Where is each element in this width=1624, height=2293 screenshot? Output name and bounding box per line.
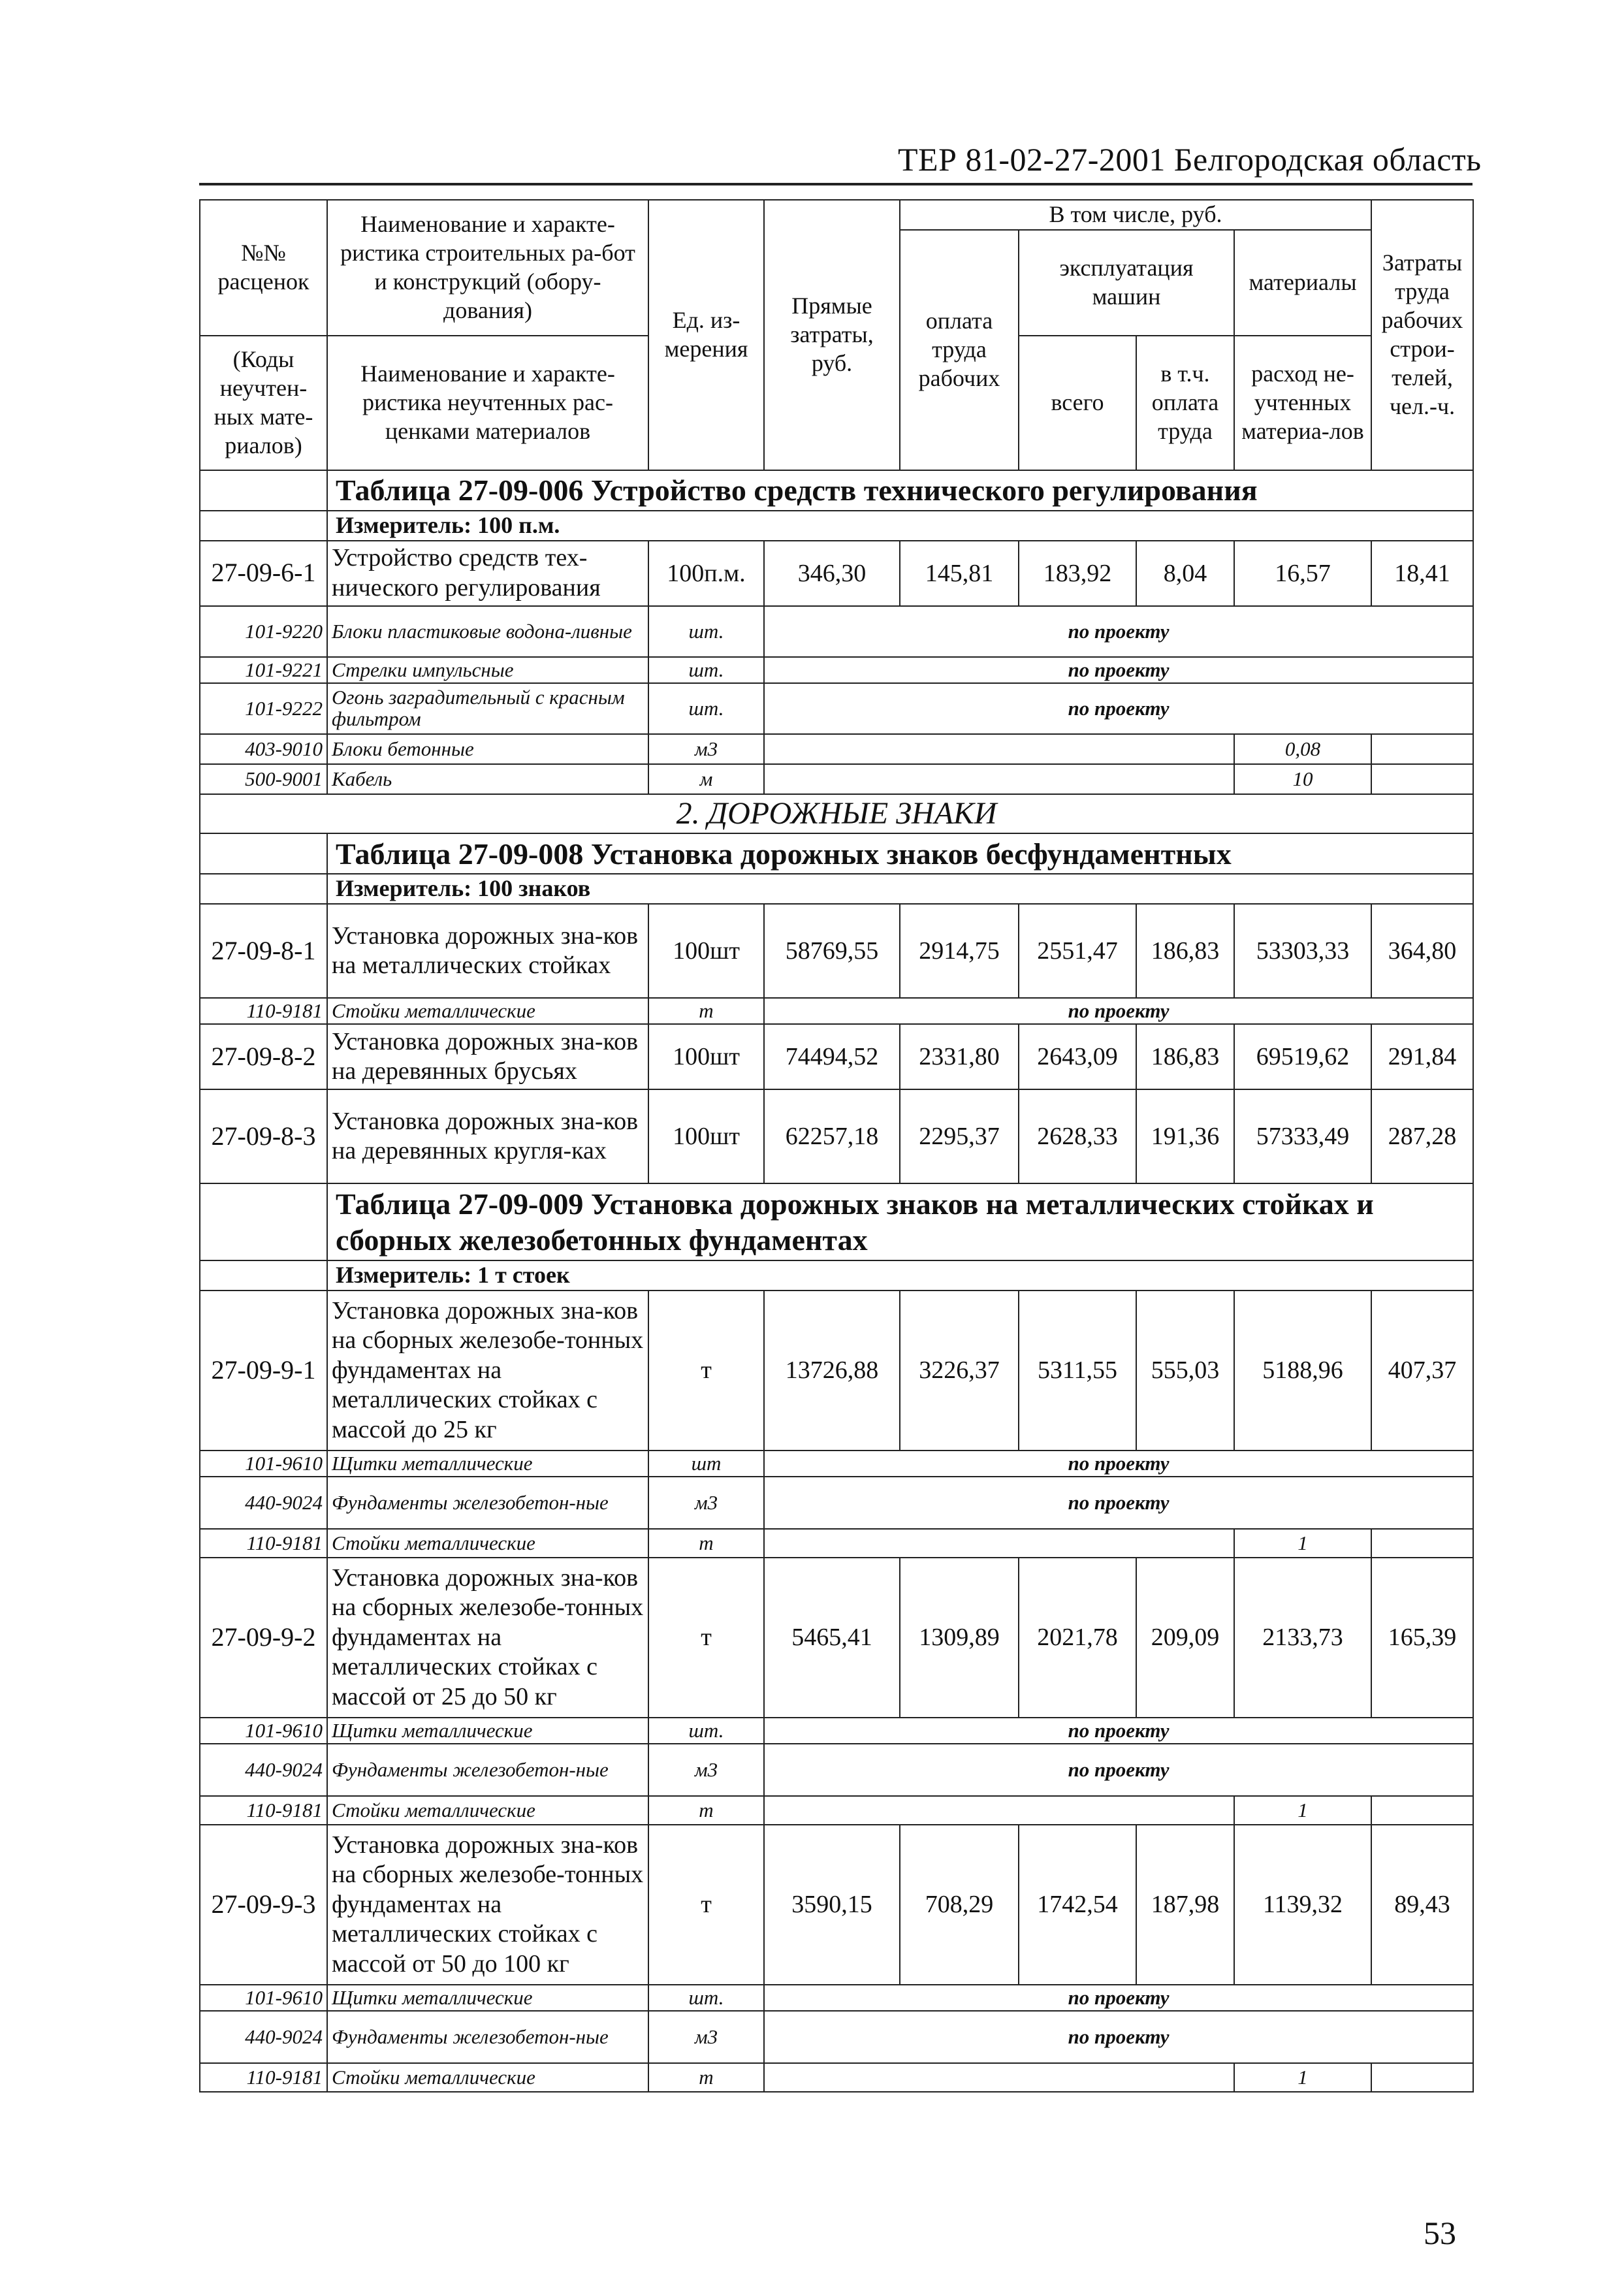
rate-machine: 1742,54 (1019, 1825, 1136, 1985)
material-row (200, 657, 1473, 683)
rate-direct: 74494,52 (764, 1024, 900, 1089)
header-rule (199, 183, 1473, 185)
rate-wage: 2914,75 (900, 904, 1019, 998)
measure-row (200, 1260, 1473, 1291)
rate-labor: 291,84 (1371, 1024, 1473, 1089)
col-code-header: №№ расценок (200, 200, 327, 336)
col-direct-header: Прямые затраты, руб. (764, 200, 900, 470)
rate-name: Установка дорожных зна-ков на сборных железобе-тонных фундаментах на металлических стойках с массой от 25 до 50 кг (327, 1558, 648, 1718)
rate-code: 27-09-8-3 (200, 1089, 327, 1183)
material-qty: 10 (1234, 764, 1371, 794)
rate-materials: 69519,62 (1234, 1024, 1371, 1089)
material-code: 101-9220 (200, 606, 327, 657)
rate-unit: т (648, 1291, 764, 1451)
rate-direct: 58769,55 (764, 904, 900, 998)
rate-machine-wage: 186,83 (1136, 1024, 1234, 1089)
material-qty: 1 (1234, 1796, 1371, 1825)
material-code: 101-9222 (200, 683, 327, 734)
rate-wage: 2331,80 (900, 1024, 1019, 1089)
material-value: по проекту (764, 657, 1473, 683)
material-row (200, 764, 1473, 794)
rate-labor: 364,80 (1371, 904, 1473, 998)
col-unit-header: Ед. из-мерения (648, 200, 764, 470)
col-machine-header: эксплуатация машин (1019, 230, 1234, 336)
rate-materials: 5188,96 (1234, 1291, 1371, 1451)
material-unit: т (648, 2063, 764, 2092)
table-title-row (200, 470, 1473, 511)
col-incl-header: В том числе, руб. (900, 200, 1371, 230)
material-row (200, 683, 1473, 734)
rate-row (200, 1024, 1473, 1089)
rates-table (199, 199, 1474, 2093)
rate-direct: 62257,18 (764, 1089, 900, 1183)
material-code: 101-9610 (200, 1718, 327, 1744)
rate-code: 27-09-9-1 (200, 1291, 327, 1451)
rate-row (200, 1558, 1473, 1718)
rate-machine: 2628,33 (1019, 1089, 1136, 1183)
material-value: по проекту (764, 1744, 1473, 1796)
material-name: Щитки металлические (327, 1985, 648, 2011)
material-row (200, 1744, 1473, 1796)
material-unit: шт. (648, 657, 764, 683)
material-value: по проекту (764, 1985, 1473, 2011)
material-unit: шт (648, 1451, 764, 1477)
table-title-row (200, 1183, 1473, 1260)
col-name-sub-header: Наименование и характе-ристика неучтенных рас-ценками материалов (327, 336, 648, 470)
rate-machine: 2643,09 (1019, 1024, 1136, 1089)
rate-name: Установка дорожных зна-ков на сборных железобе-тонных фундаментах на металлических стойках с массой до 25 кг (327, 1291, 648, 1451)
material-code: 500-9001 (200, 764, 327, 794)
material-name: Стрелки импульсные (327, 657, 648, 683)
col-code-sub-header: (Коды неучтен-ных мате-риалов) (200, 336, 327, 470)
rate-code: 27-09-6-1 (200, 541, 327, 606)
material-name: Фундаменты железобетон-ные (327, 2011, 648, 2063)
material-code: 101-9221 (200, 657, 327, 683)
material-qty: 1 (1234, 1529, 1371, 1558)
rate-labor: 89,43 (1371, 1825, 1473, 1985)
rate-machine-wage: 209,09 (1136, 1558, 1234, 1718)
section-title: 2. ДОРОЖНЫЕ ЗНАКИ (200, 794, 1473, 834)
rate-name: Установка дорожных зна-ков на деревянных брусьях (327, 1024, 648, 1089)
measure-row (200, 874, 1473, 904)
rate-machine: 2551,47 (1019, 904, 1136, 998)
material-row (200, 1718, 1473, 1744)
col-machine-total-header: всего (1019, 336, 1136, 470)
material-code: 101-9610 (200, 1985, 327, 2011)
material-value: по проекту (764, 1477, 1473, 1529)
rate-code: 27-09-9-2 (200, 1558, 327, 1718)
rate-row (200, 1089, 1473, 1183)
material-code: 110-9181 (200, 998, 327, 1024)
material-value: по проекту (764, 998, 1473, 1024)
rate-row (200, 904, 1473, 998)
rate-unit: т (648, 1825, 764, 1985)
rate-machine-wage: 191,36 (1136, 1089, 1234, 1183)
measure-label: Измеритель: 100 п.м. (327, 511, 1473, 541)
col-name-header: Наименование и характе-ристика строительных ра-бот и конструкций (обору-дования) (327, 200, 648, 336)
rate-row (200, 1291, 1473, 1451)
material-code: 440-9024 (200, 2011, 327, 2063)
rate-machine-wage: 187,98 (1136, 1825, 1234, 1985)
rate-name: Установка дорожных зна-ков на деревянных кругля-ках (327, 1089, 648, 1183)
material-unit: т (648, 1529, 764, 1558)
material-row (200, 1985, 1473, 2011)
measure-row (200, 511, 1473, 541)
rate-wage: 2295,37 (900, 1089, 1019, 1183)
rate-materials: 57333,49 (1234, 1089, 1371, 1183)
col-machine-wage-header: в т.ч. оплата труда (1136, 336, 1234, 470)
material-code: 101-9610 (200, 1451, 327, 1477)
material-value: по проекту (764, 1718, 1473, 1744)
rate-materials: 16,57 (1234, 541, 1371, 606)
material-unit: м3 (648, 2011, 764, 2063)
material-code: 440-9024 (200, 1744, 327, 1796)
rate-materials: 1139,32 (1234, 1825, 1371, 1985)
rate-row (200, 541, 1473, 606)
rate-code: 27-09-8-1 (200, 904, 327, 998)
rate-name: Устройство средств тех-нического регулирования (327, 541, 648, 606)
material-name: Стойки металлические (327, 998, 648, 1024)
table-title-row (200, 833, 1473, 874)
material-unit: шт. (648, 1718, 764, 1744)
material-code: 403-9010 (200, 734, 327, 764)
col-materials-sub-header: расход не-учтенных материа-лов (1234, 336, 1371, 470)
material-unit: м (648, 764, 764, 794)
rate-direct: 13726,88 (764, 1291, 900, 1451)
material-unit: шт. (648, 1985, 764, 2011)
rate-unit: т (648, 1558, 764, 1718)
rate-labor: 165,39 (1371, 1558, 1473, 1718)
material-row (200, 1477, 1473, 1529)
measure-label: Измеритель: 1 т стоек (327, 1260, 1473, 1291)
material-name: Фундаменты железобетон-ные (327, 1744, 648, 1796)
material-unit: м3 (648, 734, 764, 764)
material-row (200, 1451, 1473, 1477)
material-row (200, 1796, 1473, 1825)
rate-labor: 407,37 (1371, 1291, 1473, 1451)
material-name: Стойки металлические (327, 1529, 648, 1558)
material-name: Фундаменты железобетон-ные (327, 1477, 648, 1529)
rate-wage: 708,29 (900, 1825, 1019, 1985)
material-unit: т (648, 998, 764, 1024)
rate-machine-wage: 186,83 (1136, 904, 1234, 998)
rate-name: Установка дорожных зна-ков на сборных железобе-тонных фундаментах на металлических стойках с массой от 50 до 100 кг (327, 1825, 648, 1985)
rate-direct: 3590,15 (764, 1825, 900, 1985)
material-name: Стойки металлические (327, 1796, 648, 1825)
rate-machine: 5311,55 (1019, 1291, 1136, 1451)
rate-unit: 100шт (648, 1024, 764, 1089)
document-header: ТЕР 81-02-27-2001 Белгородская область (898, 141, 1482, 178)
rate-machine-wage: 555,03 (1136, 1291, 1234, 1451)
rate-labor: 287,28 (1371, 1089, 1473, 1183)
rate-direct: 346,30 (764, 541, 900, 606)
material-name: Щитки металлические (327, 1718, 648, 1744)
rate-wage: 1309,89 (900, 1558, 1019, 1718)
rate-unit: 100шт (648, 1089, 764, 1183)
material-code: 110-9181 (200, 1796, 327, 1825)
rate-row (200, 1825, 1473, 1985)
material-row (200, 2011, 1473, 2063)
material-name: Стойки металлические (327, 2063, 648, 2092)
material-unit: м3 (648, 1744, 764, 1796)
table-title: Таблица 27-09-006 Устройство средств технического регулирования (327, 470, 1473, 511)
material-row (200, 1529, 1473, 1558)
rate-materials: 2133,73 (1234, 1558, 1371, 1718)
table-title: Таблица 27-09-009 Установка дорожных знаков на металлических стойках и сборных железобетонных фундаментах (327, 1183, 1473, 1260)
rate-machine: 183,92 (1019, 541, 1136, 606)
material-code: 110-9181 (200, 2063, 327, 2092)
material-code: 110-9181 (200, 1529, 327, 1558)
col-labor-header: Затраты труда рабочих строи-телей, чел.-ч. (1371, 200, 1473, 470)
table-title: Таблица 27-09-008 Установка дорожных знаков бесфундаментных (327, 833, 1473, 874)
material-value: по проекту (764, 683, 1473, 734)
material-unit: шт. (648, 683, 764, 734)
material-unit: м3 (648, 1477, 764, 1529)
material-value: по проекту (764, 1451, 1473, 1477)
rate-name: Установка дорожных зна-ков на металлических стойках (327, 904, 648, 998)
material-name: Огонь заградительный с красным фильтром (327, 683, 648, 734)
material-code: 440-9024 (200, 1477, 327, 1529)
material-unit: т (648, 1796, 764, 1825)
rate-unit: 100шт (648, 904, 764, 998)
rate-materials: 53303,33 (1234, 904, 1371, 998)
rate-labor: 18,41 (1371, 541, 1473, 606)
material-qty: 1 (1234, 2063, 1371, 2092)
material-name: Кабель (327, 764, 648, 794)
material-row (200, 998, 1473, 1024)
section-row (200, 794, 1473, 834)
measure-label: Измеритель: 100 знаков (327, 874, 1473, 904)
material-row (200, 734, 1473, 764)
material-value: по проекту (764, 606, 1473, 657)
rate-unit: 100п.м. (648, 541, 764, 606)
col-wage-header: оплата труда рабочих (900, 230, 1019, 470)
rate-machine-wage: 8,04 (1136, 541, 1234, 606)
col-materials-header: материалы (1234, 230, 1371, 336)
rate-code: 27-09-9-3 (200, 1825, 327, 1985)
material-qty: 0,08 (1234, 734, 1371, 764)
material-name: Блоки бетонные (327, 734, 648, 764)
rate-code: 27-09-8-2 (200, 1024, 327, 1089)
material-row (200, 2063, 1473, 2092)
material-row (200, 606, 1473, 657)
header-row-1 (200, 200, 1473, 230)
material-name: Щитки металлические (327, 1451, 648, 1477)
page-number: 53 (1424, 2215, 1456, 2251)
rate-wage: 3226,37 (900, 1291, 1019, 1451)
rate-direct: 5465,41 (764, 1558, 900, 1718)
material-value: по проекту (764, 2011, 1473, 2063)
material-unit: шт. (648, 606, 764, 657)
rate-wage: 145,81 (900, 541, 1019, 606)
material-name: Блоки пластиковые водона-ливные (327, 606, 648, 657)
rate-machine: 2021,78 (1019, 1558, 1136, 1718)
